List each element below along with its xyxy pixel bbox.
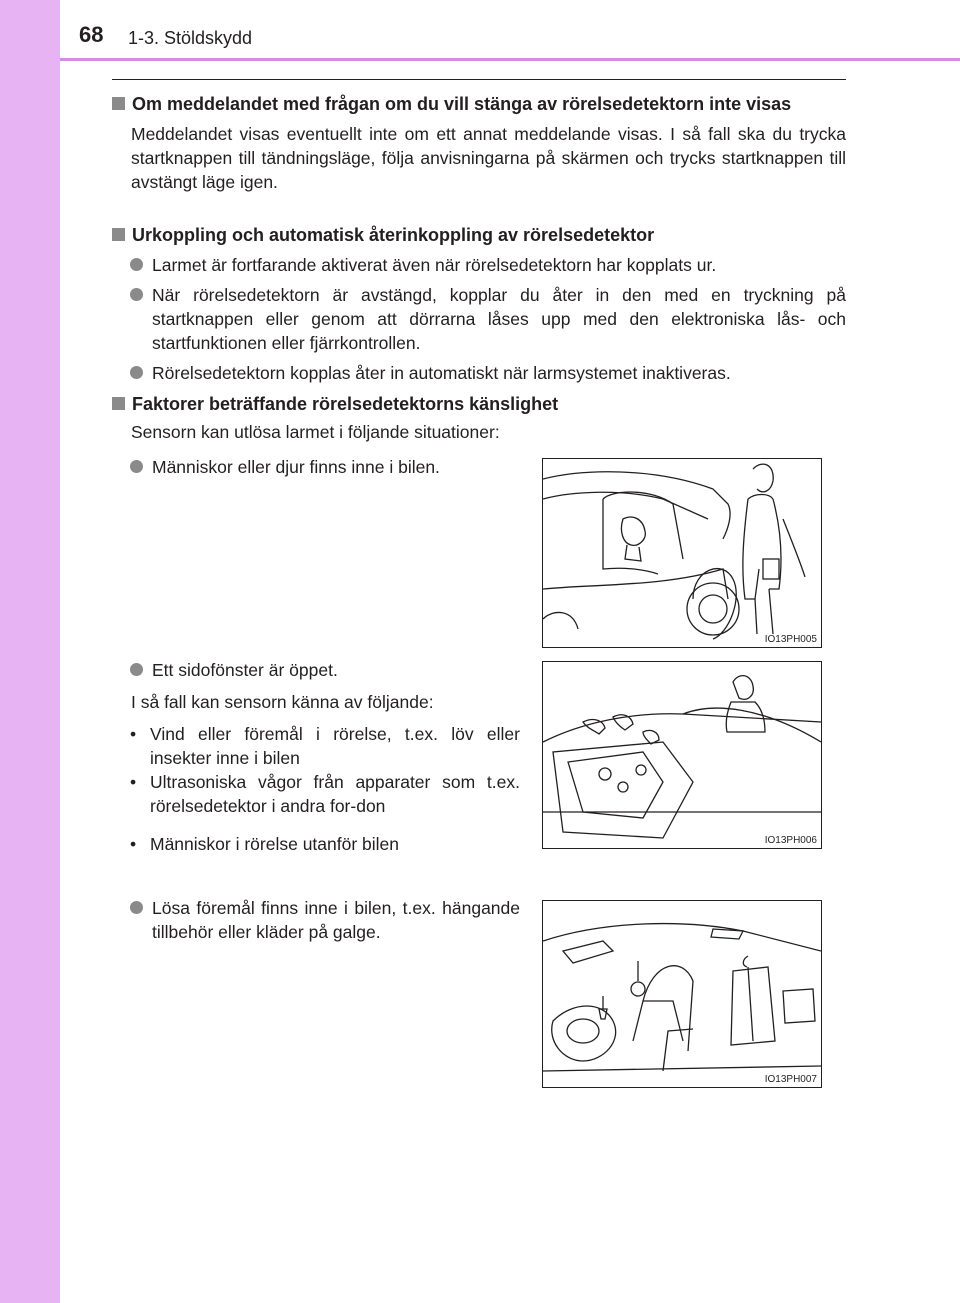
bullet-mark: •: [130, 772, 137, 792]
list-item: [112, 253, 846, 277]
left-margin-band: [0, 0, 60, 1303]
sub-list-item: [112, 770, 520, 818]
figure-code: IO13PH007: [764, 1074, 817, 1085]
list-item-text: Rörelsedetektorn kopplas åter in automatiskt när larmsystemet inaktiveras.: [152, 363, 731, 383]
page-number: 68: [79, 22, 104, 47]
list-item: [112, 455, 520, 479]
figure-people-animals: [542, 458, 822, 648]
section-title: 1-3. Stöldskydd: [128, 28, 253, 48]
open-window-illustration: [543, 662, 821, 848]
sub-list-item: [112, 722, 520, 770]
list-item: [112, 361, 846, 385]
section-no-message: [112, 92, 846, 194]
sub-list-item-text: Vind eller föremål i rörelse, t.ex. löv eller insekter inne i bilen: [150, 724, 520, 768]
list-item-text: Larmet är fortfarande aktiverat även när rörelsedetektorn har kopplats ur.: [152, 255, 717, 275]
square-bullet-icon: [112, 397, 125, 410]
circle-bullet-icon: [130, 258, 143, 271]
paragraph: Sensorn kan utlösa larmet i följande situationer:: [131, 422, 500, 442]
heading-text: Urkoppling och automatisk återinkoppling av rörelsedetektor: [132, 225, 655, 245]
circle-bullet-icon: [130, 663, 143, 676]
header-divider: [60, 58, 960, 61]
sub-list-item-text: Människor i rörelse utanför bilen: [150, 834, 400, 854]
list-item-text: När rörelsedetektorn är avstängd, kopplar du åter in den med en tryckning på startknappen eller genom att dörrarna låses upp med den elektroniska lås- och startfunktionen eller fjärrkontrollen.: [152, 285, 846, 353]
paragraph: Meddelandet visas eventuellt inte om ett annat meddelande visas. I så fall ska du trycka startknappen till tändningsläge, följa anvisningarna på skärmen och trycks startknappen till avstängt läge igen.: [131, 124, 846, 192]
sensitivity-item-loose-objects: [112, 896, 520, 944]
section-heading: [112, 392, 846, 416]
heading-text: Faktorer beträffande rörelsedetektorns känslighet: [132, 394, 559, 414]
square-bullet-icon: [112, 228, 125, 241]
section-disable-enable: [112, 223, 846, 385]
figure-code: IO13PH006: [764, 835, 817, 846]
interior-hanging-items-illustration: [543, 901, 821, 1087]
heading-text: Om meddelandet med frågan om du vill stänga av rörelsedetektorn inte visas: [132, 94, 792, 114]
figure-code: IO13PH005: [764, 634, 817, 645]
list-item: [112, 658, 520, 682]
figure-open-window: [542, 661, 822, 849]
section-heading: [112, 223, 846, 247]
car-with-dog-illustration: [543, 459, 821, 647]
paragraph: I så fall kan sensorn känna av följande:: [131, 692, 434, 712]
circle-bullet-icon: [130, 901, 143, 914]
sensitivity-item-window: [112, 658, 520, 856]
sensitivity-item-people: [112, 455, 520, 479]
circle-bullet-icon: [130, 460, 143, 473]
bullet-mark: •: [130, 834, 137, 854]
list-item-text: Ett sidofönster är öppet.: [152, 660, 338, 680]
list-item: [112, 283, 846, 355]
section-heading: [112, 92, 846, 116]
top-rule: [112, 79, 846, 80]
list-item-text: Lösa föremål finns inne i bilen, t.ex. hängande tillbehör eller kläder på galge.: [152, 898, 520, 942]
circle-bullet-icon: [130, 288, 143, 301]
circle-bullet-icon: [130, 366, 143, 379]
sub-list-item-text: Ultrasoniska vågor från apparater som t.ex. rörelsedetektor i andra for-don: [150, 772, 520, 816]
square-bullet-icon: [112, 97, 125, 110]
sub-list-item: [112, 832, 520, 856]
bullet-mark: •: [130, 724, 137, 744]
figure-loose-objects: [542, 900, 822, 1088]
section-sensitivity: [112, 392, 846, 444]
list-item: [112, 896, 520, 944]
list-item-text: Människor eller djur finns inne i bilen.: [152, 457, 440, 477]
